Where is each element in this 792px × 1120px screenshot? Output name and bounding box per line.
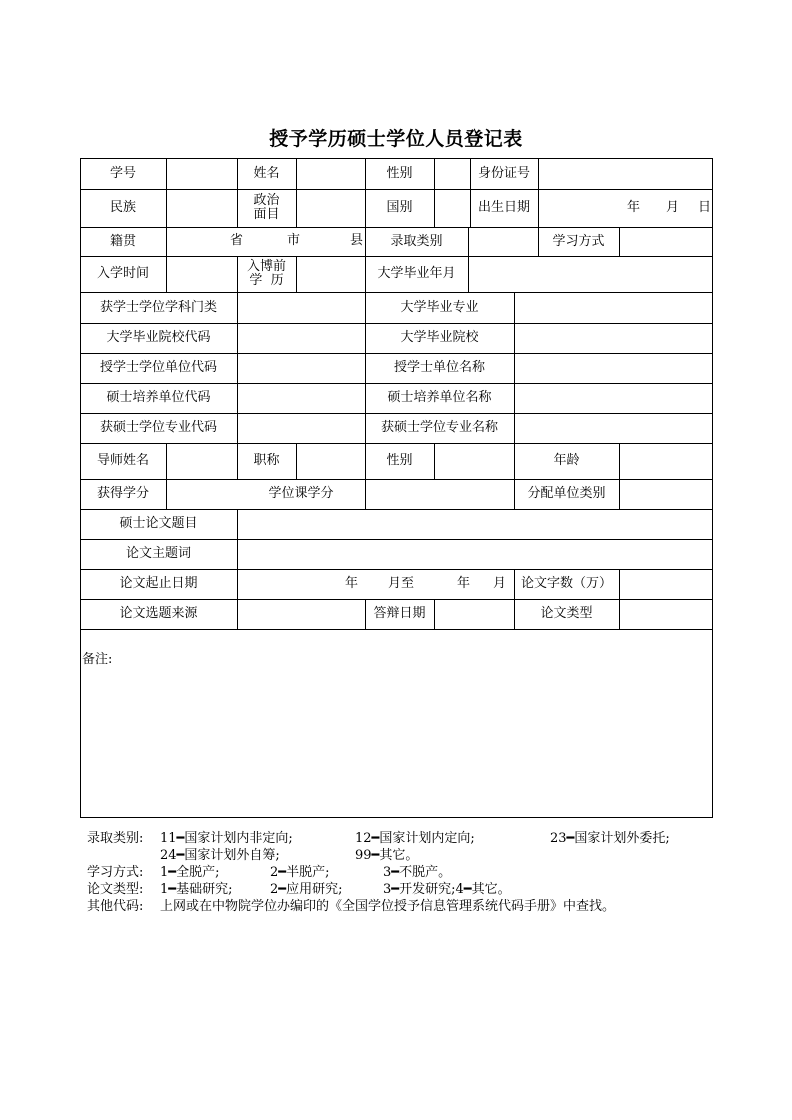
prior-education-line1: 入博前: [246, 259, 286, 274]
topic-source-label: 论文选题来源: [119, 606, 198, 621]
political-status-line1: 政治: [253, 193, 280, 208]
end-year-unit: 年: [457, 576, 471, 591]
advisor-name-label: 导师姓名: [96, 453, 149, 468]
nationality-label: 国别: [386, 200, 413, 215]
keywords-field[interactable]: [237, 539, 712, 569]
prior-education-line2: 学 历: [249, 273, 284, 288]
province-unit: 省: [230, 233, 244, 248]
study-mode-label: 学习方式: [552, 233, 605, 249]
remarks-field[interactable]: [81, 630, 712, 817]
bachelor-field-label: 获学士学位学科门类: [99, 299, 217, 315]
mode-note-3: 3━不脱产。: [383, 865, 452, 880]
degree-course-credits-label: 学位课学分: [268, 486, 334, 501]
enroll-time-field[interactable]: [166, 256, 237, 292]
political-status-line2: 面目: [253, 207, 280, 222]
master-major-name-field[interactable]: [514, 413, 712, 443]
master-unit-name-label: 硕士培养单位名称: [387, 390, 492, 405]
mode-note-1: 1━全脱产;: [160, 865, 220, 880]
admission-note-label: 录取类别:: [87, 831, 144, 846]
name-field[interactable]: [296, 158, 365, 189]
type-note-1: 1━基础研究;: [160, 882, 233, 897]
undergrad-code-field[interactable]: [237, 323, 365, 353]
admission-note-11: 11━国家计划内非定向;: [160, 831, 293, 846]
bachelor-unit-code-label: 授学士学位单位代码: [99, 360, 217, 375]
advisor-title-field[interactable]: [296, 443, 365, 479]
mode-note-2: 2━半脱产;: [270, 865, 330, 880]
type-note-34: 3━开发研究;4━其它。: [383, 882, 511, 897]
start-month-to-unit: 月至: [388, 576, 415, 591]
advisor-title-label: 职称: [253, 453, 280, 468]
end-month-unit: 月: [493, 576, 507, 591]
keywords-label: 论文主题词: [125, 546, 191, 561]
admission-type-label: 录取类别: [390, 233, 443, 249]
degree-course-credits-field[interactable]: [365, 479, 514, 509]
start-year-unit: 年: [345, 576, 359, 591]
prior-education-field[interactable]: [296, 256, 365, 292]
political-status-field[interactable]: [296, 189, 365, 227]
study-mode-field[interactable]: [619, 227, 712, 256]
nationality-field[interactable]: [434, 189, 470, 227]
master-unit-code-label: 硕士培养单位代码: [106, 390, 211, 405]
gender-label: 性别: [386, 165, 413, 181]
id-number-field[interactable]: [538, 158, 712, 189]
admission-note-12: 12━国家计划内定向;: [355, 831, 475, 846]
thesis-type-field[interactable]: [619, 599, 712, 629]
master-unit-name-field[interactable]: [514, 383, 712, 413]
thesis-period-label: 论文起止日期: [119, 576, 198, 591]
master-unit-code-field[interactable]: [237, 383, 365, 413]
registration-form: [80, 158, 713, 818]
type-note-label: 论文类型:: [87, 882, 144, 897]
advisor-age-field[interactable]: [619, 443, 712, 479]
master-major-code-field[interactable]: [237, 413, 365, 443]
county-unit: 县: [350, 233, 364, 248]
other-note-text: 上网或在中物院学位办编印的《全国学位授予信息管理系统代码手册》中查找。: [160, 899, 616, 914]
word-count-label: 论文字数（万）: [520, 576, 612, 591]
credits-label: 获得学分: [96, 486, 149, 501]
admission-note-99: 99━其它。: [355, 848, 419, 863]
bachelor-unit-name-label: 授学士单位名称: [393, 360, 485, 375]
thesis-period-field[interactable]: [237, 569, 514, 599]
id-number-label: 身份证号: [477, 165, 530, 181]
prior-education-label: [237, 256, 296, 292]
advisor-name-field[interactable]: [166, 443, 237, 479]
undergrad-school-field[interactable]: [514, 323, 712, 353]
thesis-title-label: 硕士论文题目: [119, 516, 198, 531]
birth-year-unit: 年: [627, 200, 641, 215]
defense-date-label: 答辩日期: [373, 606, 426, 621]
mode-note-label: 学习方式:: [87, 865, 144, 880]
assign-unit-type-field[interactable]: [619, 479, 712, 509]
advisor-age-label: 年龄: [553, 453, 580, 468]
birth-month-unit: 月: [666, 200, 680, 215]
other-note-label: 其他代码:: [87, 899, 144, 914]
birth-date-label: 出生日期: [477, 200, 530, 215]
undergrad-code-label: 大学毕业院校代码: [106, 330, 211, 345]
admission-note-24: 24━国家计划外自筹;: [160, 848, 280, 863]
ethnicity-field[interactable]: [166, 189, 237, 227]
page-title: 授予学历硕士学位人员登记表: [269, 128, 523, 150]
remarks-label: 备注:: [82, 652, 113, 667]
admission-note-23: 23━国家计划外委托;: [550, 831, 670, 846]
assign-unit-type-label: 分配单位类别: [527, 486, 606, 501]
type-note-2: 2━应用研究;: [270, 882, 343, 897]
bachelor-unit-name-field[interactable]: [514, 353, 712, 383]
undergrad-major-field[interactable]: [514, 292, 712, 323]
undergrad-date-field[interactable]: [468, 256, 712, 292]
student-id-label: 学号: [109, 165, 136, 181]
birth-date-field[interactable]: [538, 189, 712, 227]
ethnicity-label: 民族: [109, 200, 136, 215]
thesis-title-field[interactable]: [237, 509, 712, 539]
native-place-field[interactable]: [166, 227, 365, 256]
city-unit: 市: [287, 233, 301, 248]
bachelor-field-field[interactable]: [237, 292, 365, 323]
gender-field[interactable]: [434, 158, 470, 189]
thesis-type-label: 论文类型: [540, 606, 593, 621]
undergrad-major-label: 大学毕业专业: [400, 299, 479, 315]
bachelor-unit-code-field[interactable]: [237, 353, 365, 383]
master-major-code-label: 获硕士学位专业代码: [99, 420, 217, 435]
native-place-label: 籍贯: [109, 233, 136, 249]
admission-type-field[interactable]: [468, 227, 538, 256]
name-label: 姓名: [253, 165, 280, 181]
word-count-field[interactable]: [619, 569, 712, 599]
defense-date-field[interactable]: [434, 599, 514, 629]
advisor-gender-field[interactable]: [434, 443, 514, 479]
undergrad-school-label: 大学毕业院校: [400, 330, 479, 345]
enroll-time-label: 入学时间: [96, 266, 149, 281]
topic-source-field[interactable]: [237, 599, 365, 629]
undergrad-date-label: 大学毕业年月: [377, 266, 456, 281]
advisor-gender-label: 性别: [386, 453, 413, 468]
birth-day-unit: 日: [698, 200, 712, 215]
political-status-label: [237, 189, 296, 227]
student-id-field[interactable]: [166, 158, 237, 189]
master-major-name-label: 获硕士学位专业名称: [380, 420, 498, 435]
